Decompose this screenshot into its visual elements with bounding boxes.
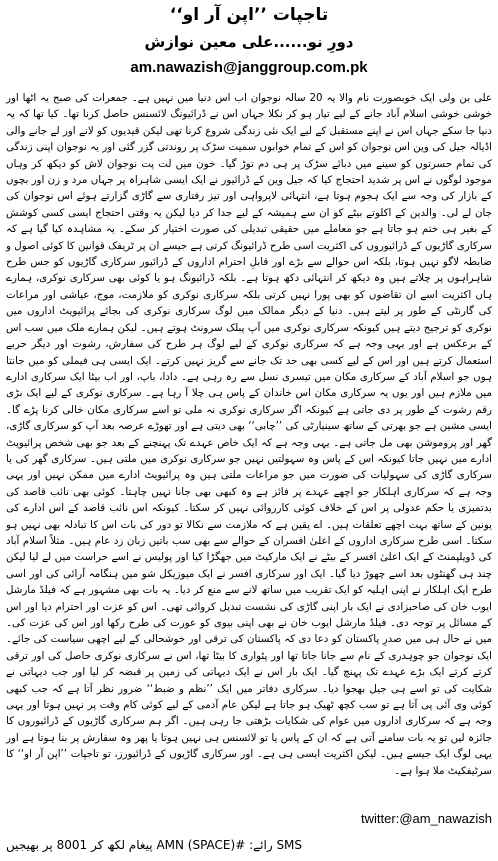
author-email: am.nawazish@janggroup.com.pk: [130, 59, 368, 76]
article-body: علی بن ولی ایک خوبصورت نام والا یہ 20 سالہ نوجوان اب اس دنیا میں نہیں ہے۔ جمعرات کی صبح یہ اٹھا اور خوشی خوشی اسلام آباد جانے کے لیے تیار ہو کر نکلا جہاں اس نے ڈرائیونگ لائسنس حاصل کرنا تھا۔ کیا تھا کہ یہ دنیا جا سکے جہاں اس نے اپنے مستقبل کے لیے ایک نئی زندگی شروع کرنا تھی لیکن قیدیوں کو لانے اور لے جانے والی اڈیالہ جیل کی وین اس نوجوان کو اس کے تمام خوابوں سمیت سڑک پر روندتی گزر گئی اور یہ نوجوان اپنی زندگی کی تمام حسرتوں کو سینے میں دبائے سڑک پر ہی دم توڑ گیا۔ خون میں لت پت نوجوان لاش کو دیکھ کر وہاں موجود لوگوں نے اس پر شدید احتجاج کیا کہ جیل وین کے ڈرائیور نے ایک ایسی شاہراہ پر جہاں مرد و زن اور بچوں کے بازار کی وجہ سے ایک ہجوم ہوتا ہے، انتہائی لاپرواہی اور تیز رفتاری سے گاڑی گزارتے ہوئے اس نوجوان کی جان لے لی۔ والدین کے اکلوتے بیٹے کو ان سے ہمیشہ کے لیے جدا کر دیا لیکن یہ وقتی احتجاج ایسی کسی کوشش کے بغیر ہی ختم ہو جاتا ہے جو معاملے میں حقیقی تبدیلی کی صورت اختیار کر سکے۔ یہ مشاہدہ کیا گیا ہے کہ سرکاری گاڑیوں کے ڈرائیوروں کی اکثریت اسی طرح ڈرائیونگ کرتی ہے جیسے ان پر ٹریفک قوانین کا کوئی اصول و ضابطہ لاگو نہیں ہوتا، بلکہ اس حوالے سے بڑے اور قابلِ احترام اداروں کے ڈرائیور سرکاری گاڑیوں کو جس طرح شاہراہوں پر چلاتے ہیں وہ دیکھ کر انتہائی دکھ ہوتا ہے۔ بلکہ ڈرائیونگ ہو یا کوئی بھی سرکاری نوکری، ہمارے ہاں اکثریت اسے ان تقاضوں کو بھی پورا نہیں کرتی بلکہ سرکاری نوکری کو ملازمت، موج، عیاشی اور مراعات کی گارنٹی کے طور پر لیتے ہیں۔ دنیا کے دیگر ممالک میں لوگ سرکاری نوکری کی بجائے پرائیویٹ اداروں میں نوکری کو ترجیح دیتے ہیں کیونکہ سرکاری نوکری میں آپ پبلک سرونٹ ہوتے ہیں۔ لیکن ہمارے ملک میں سب اس کے برعکس ہے اور یہی وجہ ہے کہ سرکاری نوکری کے لیے لوگ ہر طرح کی سفارش، رشوت اور دیگر حربے استعمال کرتے ہیں اور اس کے لیے کسی بھی حد تک جانے سے گریز نہیں کرتے۔ ایک ایسی ہی فیملی کو میں جانتا ہوں جو اسلام آباد کے سرکاری مکان میں تیسری نسل سے رہ رہی ہے۔ دادا، باپ، اور اب بیٹا ایک سرکاری ادارے میں ملازم ہیں اور یوں یہ سرکاری مکان اس خاندان کے پاس ہی چلا آ رہا ہے۔ سرکاری نوکری کے لیے ایک بڑی رقم رشوت کے طور پر دی جاتی ہے کیونکہ اگر سرکاری نوکری نہ ملی تو اسے سرکاری مکان خالی کرنا پڑے گا۔ ایسی مشین ہے جو بھرتی کے ساتھ سینیارٹی کی ’’چابی‘‘ بھی دیتی ہے اور تھوڑے عرصہ بعد آپ کو سرکاری گاڑی، گھر اور پروموشن بھی مل جاتی ہے۔ یہی وجہ ہے کہ ایک خاص عہدے تک پہنچنے کے بعد جو بھی شخص پرائیویٹ ادارے میں نہیں جاتا کیونکہ اس کے پاس وہ سہولتیں نہیں جو سرکاری نوکری میں ملتی ہیں۔ سرکاری گھر کی یا سرکاری گاڑی کی سہولیات کی صورت میں جو مراعات ملتی ہیں وہ پرائیویٹ ادارے میں ممکن نہیں اور یہی وجہ ہے کہ سرکاری اہلکار جو اچھے عہدے پر فائز ہے وہ کبھی بھی جانا نہیں چاہتا۔ کوئی بھی نائب قاصد کی بدتمیزی یا حکم عدولی پر اس کے خلاف کوئی کارروائی نہیں کر سکتا۔ کیونکہ اس نائب قاصد کے اس ادارے کی یونین کے ساتھ بہت اچھے تعلقات ہیں۔ اے یقین ہے کہ ملازمت سے نکالا تو دور کی بات اس کا تبادلہ بھی نہیں ہو سکتا۔ اسی طرح سرکاری اداروں کے اعلیٰ افسران کے حوالے سے بھی سب باتیں زبان زد عام ہیں۔ مثلاً اسلام آباد کی ڈویلپمنٹ کے ایک اعلیٰ افسر کے بیٹے نے ایک مارکیٹ میں جھگڑا کیا اور پولیس نے اسے حراست میں لے لیا لیکن چند ہی گھنٹوں بعد اسے چھوڑ دیا گیا۔ ایک اور سرکاری افسر نے ایک میوزیکل شو میں ہنگامہ آرائی کی اور اسی طرح ایک اہلکار نے اپنی اہلیہ کو ایک تقریب میں ساتھ لانے سے منع کر دیا۔ یہ بات بھی مشہور ہے کہ فیلڈ مارشل ایوب خان کی صاحبزادی نے ایک بار اپنی گاڑی کی نشست تبدیل کروائی تھی۔ اس کو عزت اور احترام دیا اور اس کے مسائل پر توجہ دی۔ فیلڈ مارشل ایوب خان نے بھی اپنی بیوی کو عورت کی طرح رکھا اور اس کی عزت کی۔ میں نے حال ہی میں صدرِ پاکستان کو دعا دی کہ پاکستان کی ترقی اور خوشحالی کے لیے اچھی سیاست کی جائے۔ ایک نوجوان جو چوہدری کے نام سے جانا جاتا تھا اور پٹواری کا بیٹا تھا، اس نے سرکاری نوکری حاصل کی اور ترقی کرتے کرتے ایک بڑے عہدے تک پہنچ گیا۔ ایک بار اس نے ایک دیہاتی کی زمین پر قبضہ کر لیا اور جب دیہاتی نے شکایت کی تو اسے ہی جیل بھجوا دیا۔ سرکاری دفاتر میں ایک ’’نظم و ضبط‘‘ ضرور نظر آتا ہے کہ جب کبھی کوئی وی آئی پی آتا ہے تو سب کچھ ٹھیک ہو جاتا ہے لیکن عام آدمی کے لیے کوئی کام وقت پر نہیں ہوتا اور یہی وجہ ہے کہ سرکاری اداروں میں عوام کی شکایات بڑھتی جا رہی ہیں۔ اگر ہم سرکاری گاڑیوں کے ڈرائیوروں کا جائزہ لیں تو یہ بات سامنے آتی ہے کہ ان کے پاس یا تو لائسنس ہی نہیں ہوتا یا پھر وہ سفارش پر بنا ہوتا ہے اور یہی لوگ ایک جیسے ہیں۔ لیکن اکثریت ایسی ہی ہے۔ اور سرکاری گاڑیوں کے ڈرائیورز، تو تاجپات ’’اپن آر او‘‘ کا سرٹیفکیٹ ملا ہوا ہے۔: [6, 92, 493, 777]
twitter-handle: twitter:@am_nawazish: [361, 811, 492, 826]
sms-feedback-line: SMS رائے: #AMN (SPACE) پیغام لکھ کر 8001 پر بھیجیں: [6, 838, 303, 852]
article-title: تاجپات ’’اپن آر او‘‘: [169, 5, 329, 25]
column-byline: دورِ نو......علی معین نوازش: [144, 33, 354, 51]
